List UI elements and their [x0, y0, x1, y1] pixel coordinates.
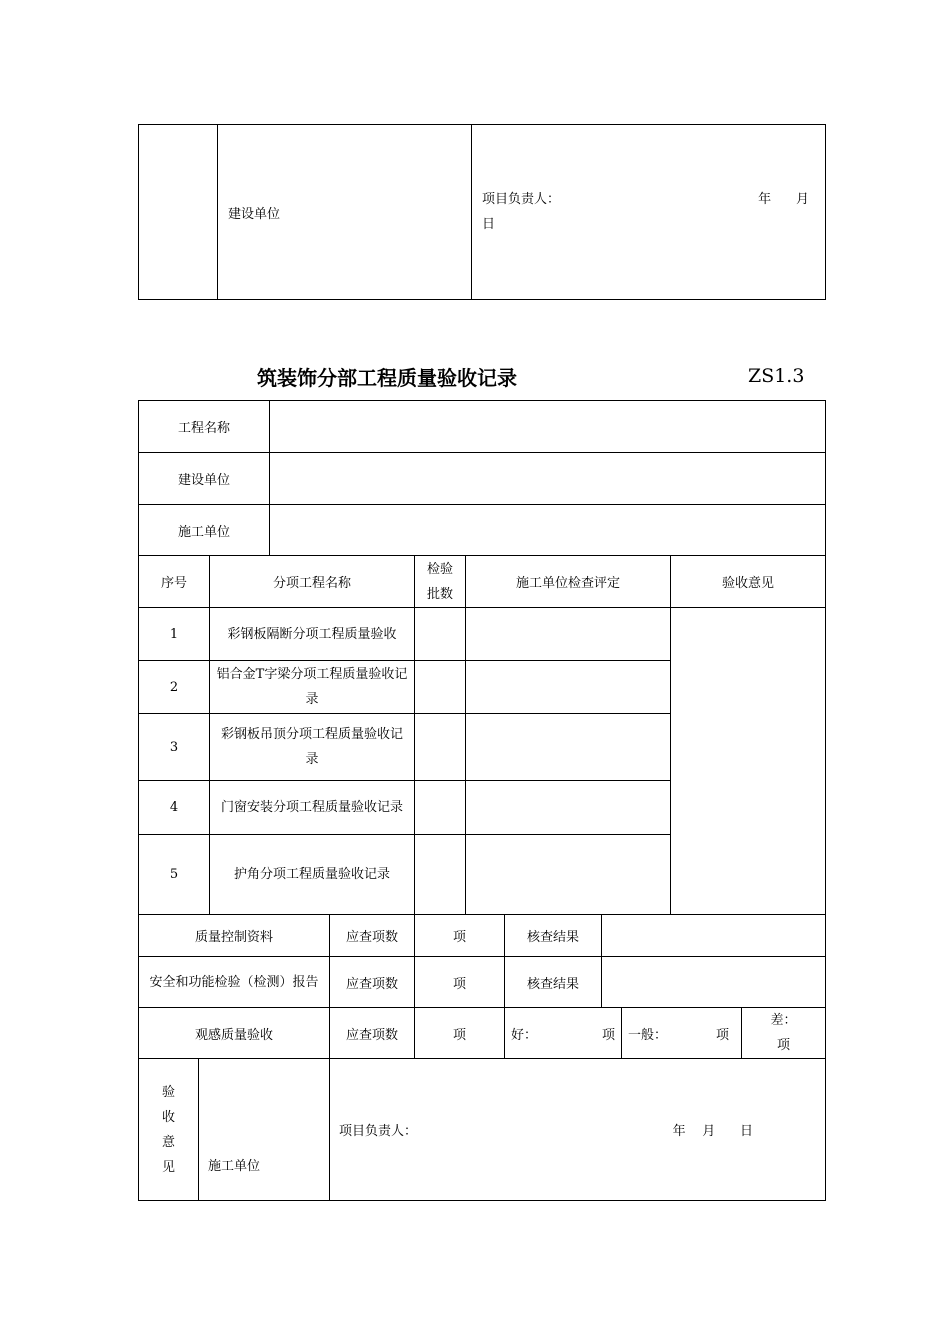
- row-name: 护角分项工程质量验收记录: [210, 835, 415, 915]
- summary-result-value: [602, 957, 826, 1008]
- row-eval: [466, 835, 671, 915]
- top-signature-table: [138, 124, 826, 300]
- header-eval: 施工单位检查评定: [466, 556, 671, 608]
- header-opinion: 验收意见: [671, 556, 826, 608]
- appearance-normal: 一般： 项: [622, 1008, 742, 1059]
- summary-row-safety: [139, 957, 826, 1008]
- appearance-row: [139, 1008, 826, 1059]
- row-count: [415, 781, 466, 835]
- top-unit-label: 建设单位: [218, 125, 472, 300]
- summary-result-value: [602, 915, 826, 957]
- summary-label: 安全和功能检验（检测）报告: [139, 957, 330, 1008]
- top-person-label: 项目负责人：: [482, 192, 561, 207]
- top-empty-cell: [139, 125, 218, 300]
- row-name: 彩钢板吊顶分项工程质量验收记录: [210, 714, 415, 781]
- acceptance-side-label: 验 收 意 见: [139, 1059, 199, 1201]
- acceptance-date: 年 月 日: [672, 1124, 754, 1139]
- row-name: 彩钢板隔断分项工程质量验收: [210, 608, 415, 661]
- summary-result-label: 核查结果: [505, 915, 602, 957]
- appearance-good: 好： 项: [505, 1008, 622, 1059]
- summary-unit: 项: [415, 915, 505, 957]
- page-title: 筑装饰分部工程质量验收记录: [257, 366, 517, 390]
- opinion-cell: [671, 608, 826, 915]
- summary-unit: 项: [415, 957, 505, 1008]
- row-eval: [466, 608, 671, 661]
- row-count: [415, 608, 466, 661]
- row-eval: [466, 661, 671, 714]
- row-seq: 3: [139, 714, 210, 781]
- appearance-poor: 差： 项: [742, 1008, 826, 1059]
- info-value: [270, 505, 826, 556]
- summary-check-label: 应查项数: [330, 915, 415, 957]
- header-count: 检验 批数: [415, 556, 466, 608]
- summary-label: 质量控制资料: [139, 915, 330, 957]
- header-name: 分项工程名称: [210, 556, 415, 608]
- summary-result-label: 核查结果: [505, 957, 602, 1008]
- top-person-cell: [472, 125, 826, 300]
- info-row-client: [139, 453, 826, 505]
- info-value: [270, 453, 826, 505]
- appearance-unit: 项: [415, 1008, 505, 1059]
- row-count: [415, 661, 466, 714]
- table-row: [139, 608, 826, 661]
- info-row-project: [139, 401, 826, 453]
- info-label: 建设单位: [139, 453, 270, 505]
- summary-row-quality-docs: [139, 915, 826, 957]
- acceptance-person-label: 项目负责人：: [339, 1124, 418, 1139]
- info-label: 工程名称: [139, 401, 270, 453]
- appearance-check-label: 应查项数: [330, 1008, 415, 1059]
- row-seq: 1: [139, 608, 210, 661]
- row-name: 铝合金T字梁分项工程质量验收记录: [210, 661, 415, 714]
- top-date-day: 日: [482, 217, 496, 232]
- summary-check-label: 应查项数: [330, 957, 415, 1008]
- row-seq: 5: [139, 835, 210, 915]
- row-name: 门窗安装分项工程质量验收记录: [210, 781, 415, 835]
- form-code: ZS1.3: [748, 365, 805, 387]
- row-count: [415, 714, 466, 781]
- row-eval: [466, 781, 671, 835]
- header-seq: 序号: [139, 556, 210, 608]
- row-seq: 4: [139, 781, 210, 835]
- row-eval: [466, 714, 671, 781]
- row-seq: 2: [139, 661, 210, 714]
- row-count: [415, 835, 466, 915]
- table-header: [139, 556, 826, 608]
- acceptance-person-cell: [330, 1059, 826, 1201]
- info-row-contractor: [139, 505, 826, 556]
- appearance-label: 观感质量验收: [139, 1008, 330, 1059]
- info-value: [270, 401, 826, 453]
- acceptance-row: [139, 1059, 826, 1201]
- acceptance-record-table: [138, 400, 826, 1201]
- top-date-ym: 年 月: [758, 192, 809, 207]
- acceptance-unit-label: 施工单位: [199, 1059, 330, 1201]
- info-label: 施工单位: [139, 505, 270, 556]
